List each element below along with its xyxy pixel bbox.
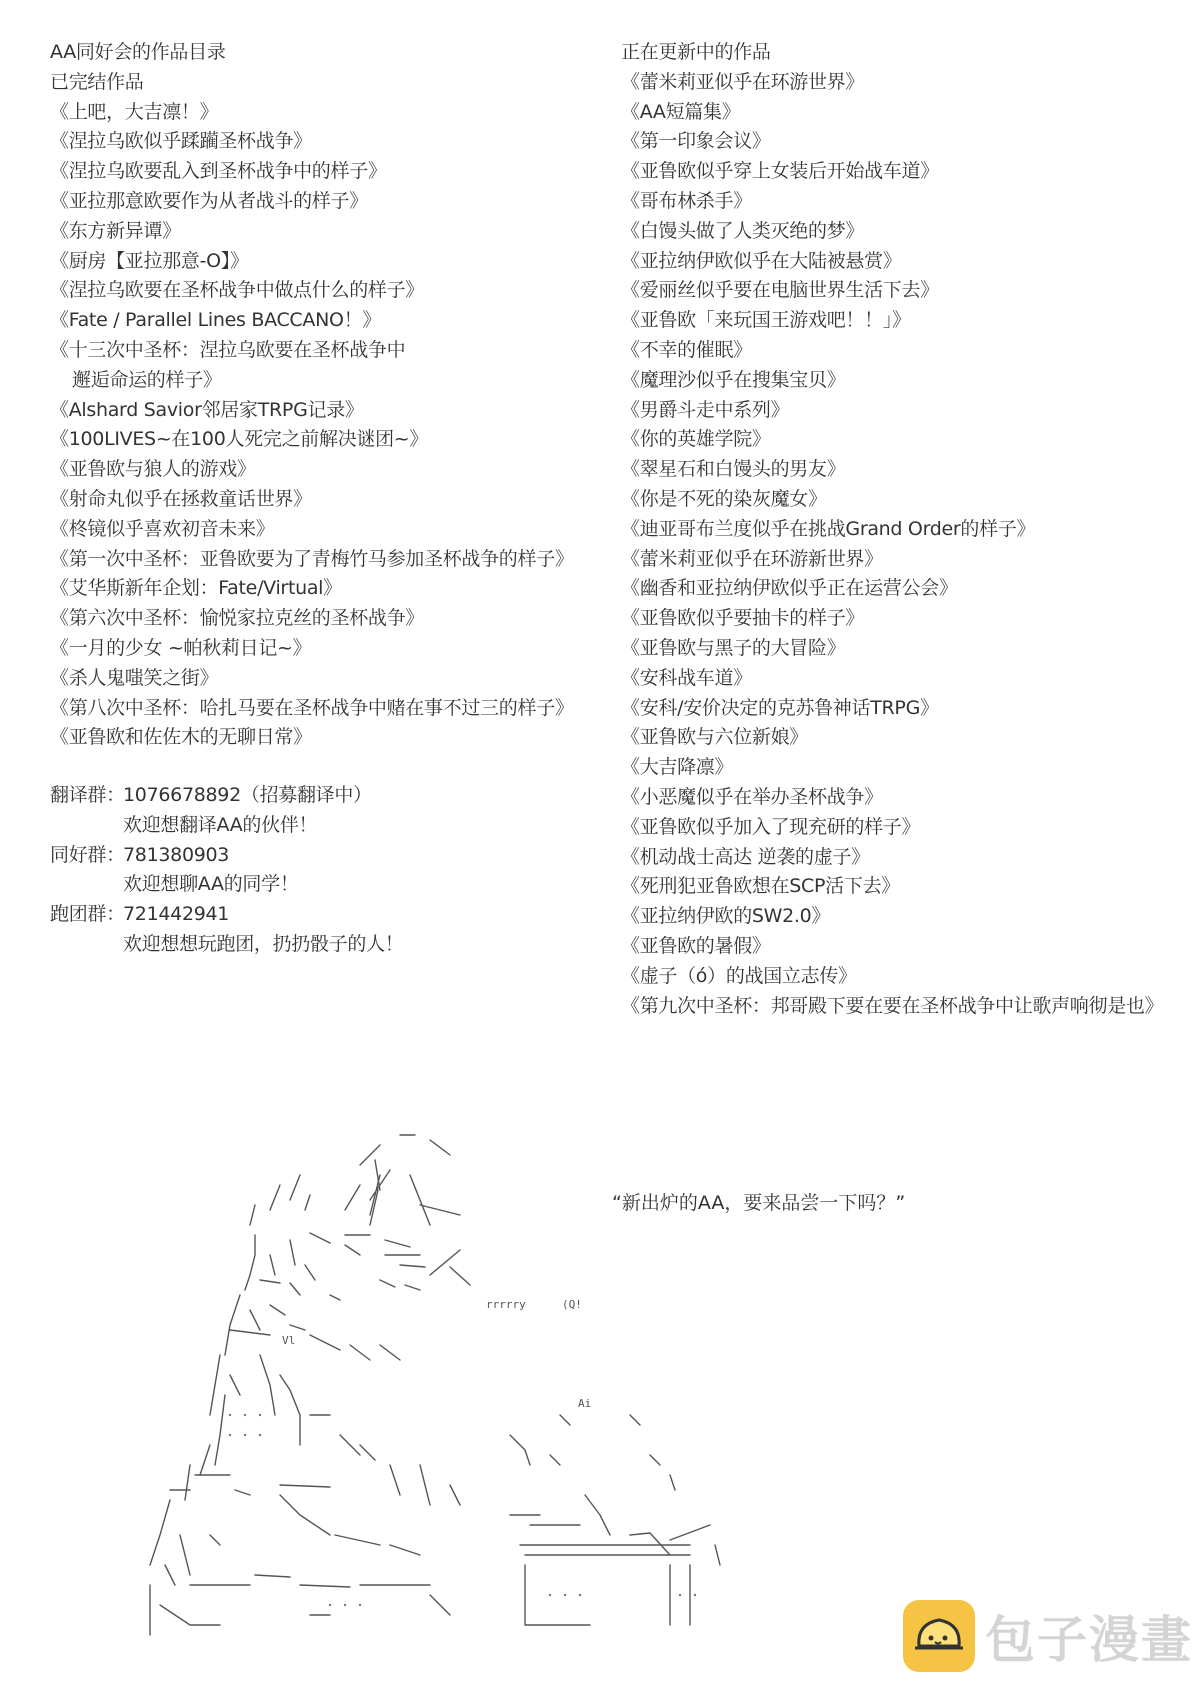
work-item: 《白馒头做了人类灭绝的梦》 bbox=[621, 219, 865, 242]
work-item: 《亚鲁欧似乎加入了现充研的样子》 bbox=[621, 815, 921, 838]
group-note: 欢迎想想玩跑团，扔扔骰子的人！ bbox=[123, 932, 404, 955]
work-item: 《你是不死的染灰魔女》 bbox=[621, 487, 827, 510]
work-item: 《蕾米莉亚似乎在环游新世界》 bbox=[621, 547, 883, 570]
work-item: 《安科战车道》 bbox=[621, 666, 752, 689]
work-item: 《翠星石和白馒头的男友》 bbox=[621, 458, 846, 481]
work-item: 《100LIVES~在100人死完之前解决谜团~》 bbox=[50, 428, 429, 451]
work-item: 《柊镜似乎喜欢初音未来》 bbox=[50, 517, 275, 540]
group-number: 1076678892（招募翻译中） bbox=[123, 784, 372, 806]
work-item: 《亚鲁欧与黑子的大冒险》 bbox=[621, 636, 846, 659]
watermark-logo bbox=[903, 1600, 1193, 1672]
work-item-continued: 邂逅命运的样子》 bbox=[72, 368, 222, 391]
work-item: 《第一次中圣杯：亚鲁欧要为了青梅竹马参加圣杯战争的样子》 bbox=[50, 547, 574, 570]
work-item: 《你的英雄学院》 bbox=[621, 428, 771, 451]
group-label: 翻译群： bbox=[50, 784, 125, 806]
work-item: 《亚鲁欧的暑假》 bbox=[621, 934, 771, 957]
work-item: 《涅拉乌欧要乱入到圣杯战争中的样子》 bbox=[50, 160, 387, 183]
catalog-heading: AA同好会的作品目录 bbox=[50, 41, 226, 63]
work-item: 《上吧，大吉凛！》 bbox=[50, 100, 219, 123]
completed-heading: 已完结作品 bbox=[50, 70, 144, 93]
work-item: 《一月的少女 ~帕秋莉日记~》 bbox=[50, 636, 312, 659]
work-item: 《厨房【亚拉那意-O】》 bbox=[50, 249, 249, 272]
work-item: 《涅拉乌欧要在圣杯战争中做点什么的样子》 bbox=[50, 279, 425, 302]
work-item: 《亚鲁欧和佐佐木的无聊日常》 bbox=[50, 726, 312, 749]
work-item: 《Alshard Savior邻居家TRPG记录》 bbox=[50, 398, 364, 421]
group-row-fans bbox=[50, 841, 610, 871]
work-item: 《亚鲁欧似乎穿上女装后开始战车道》 bbox=[621, 160, 939, 183]
work-item: 《第八次中圣杯：哈扎马要在圣杯战争中赌在事不过三的样子》 bbox=[50, 696, 574, 719]
work-item: 《亚鲁欧与六位新娘》 bbox=[621, 726, 809, 749]
work-item: 《虚子（ó）的战国立志传》 bbox=[621, 964, 857, 987]
work-item: 《AA短篇集》 bbox=[621, 100, 741, 123]
group-row-trpg bbox=[50, 900, 610, 930]
work-item: 《艾华斯新年企划：Fate/Virtual》 bbox=[50, 577, 342, 600]
work-item: 《迪亚哥布兰度似乎在挑战Grand Order的样子》 bbox=[621, 517, 1036, 540]
work-item: 《幽香和亚拉纳伊欧似乎正在运营公会》 bbox=[621, 577, 958, 600]
group-number: 781380903 bbox=[123, 843, 230, 866]
art-fragment: Ai bbox=[578, 1397, 592, 1410]
work-item: 《爱丽丝似乎要在电脑世界生活下去》 bbox=[621, 279, 939, 302]
watermark-text: 包子漫畫 bbox=[985, 1611, 1193, 1669]
work-item: 《死刑犯亚鲁欧想在SCP活下去》 bbox=[621, 875, 900, 898]
group-row-translation bbox=[50, 781, 610, 811]
group-label: 同好群： bbox=[50, 843, 125, 866]
work-item: 《男爵斗走中系列》 bbox=[621, 398, 790, 421]
work-item: 《机动战士高达 逆袭的虚子》 bbox=[621, 845, 870, 868]
art-fragment: Vl bbox=[282, 1334, 296, 1347]
work-item: 《十三次中圣杯：涅拉乌欧要在圣杯战争中 bbox=[50, 338, 406, 361]
work-item: 《亚拉那意欧要作为从者战斗的样子》 bbox=[50, 189, 368, 212]
work-item: 《第一印象会议》 bbox=[621, 130, 771, 153]
art-fragment: rrrrry bbox=[486, 1298, 526, 1311]
work-item: 《杀人鬼嗤笑之街》 bbox=[50, 666, 219, 689]
group-label: 跑团群： bbox=[50, 903, 125, 926]
bun-mascot-icon bbox=[903, 1600, 975, 1672]
group-note: 欢迎想翻译AA的伙伴！ bbox=[123, 813, 318, 836]
work-item: 《射命丸似乎在拯救童话世界》 bbox=[50, 487, 312, 510]
speech-caption: “新出炉的AA，要来品尝一下吗？” bbox=[612, 1192, 906, 1214]
work-item: 《大吉降凛》 bbox=[621, 756, 734, 779]
work-item: 《蕾米莉亚似乎在环游世界》 bbox=[621, 70, 865, 93]
group-info bbox=[50, 781, 610, 960]
work-item: 《亚拉纳伊欧似乎在大陆被悬赏》 bbox=[621, 249, 902, 272]
work-item: 《安科/安价决定的克苏鲁神话TRPG》 bbox=[621, 696, 939, 719]
work-item: 《亚鲁欧似乎要抽卡的样子》 bbox=[621, 607, 865, 630]
work-item: 《Fate / Parallel Lines BACCANO！》 bbox=[50, 309, 382, 332]
work-item: 《亚拉纳伊欧的SW2.0》 bbox=[621, 905, 831, 928]
ongoing-heading: 正在更新中的作品 bbox=[621, 41, 771, 63]
completed-works-column bbox=[50, 38, 610, 753]
work-item: 《亚鲁欧与狼人的游戏》 bbox=[50, 458, 256, 481]
work-item: 《第九次中圣杯：邦哥殿下要在要在圣杯战争中让歌声响彻是也》 bbox=[621, 994, 1164, 1017]
work-item: 《小恶魔似乎在举办圣杯战争》 bbox=[621, 785, 883, 808]
work-item: 《魔理沙似乎在搜集宝贝》 bbox=[621, 368, 846, 391]
work-item: 《哥布林杀手》 bbox=[621, 189, 752, 212]
work-item: 《东方新异谭》 bbox=[50, 219, 181, 242]
work-item: 《不幸的催眠》 bbox=[621, 338, 752, 361]
group-note: 欢迎想聊AA的同学！ bbox=[123, 873, 299, 896]
work-item: 《第六次中圣杯：愉悦家拉克丝的圣杯战争》 bbox=[50, 607, 425, 630]
work-item: 《亚鲁欧「来玩国王游戏吧！！」》 bbox=[621, 309, 911, 332]
group-number: 721442941 bbox=[123, 903, 230, 926]
art-fragment: (Q! bbox=[562, 1298, 582, 1311]
work-item: 《涅拉乌欧似乎蹂躏圣杯战争》 bbox=[50, 130, 312, 153]
ongoing-works-column bbox=[621, 38, 1181, 1021]
